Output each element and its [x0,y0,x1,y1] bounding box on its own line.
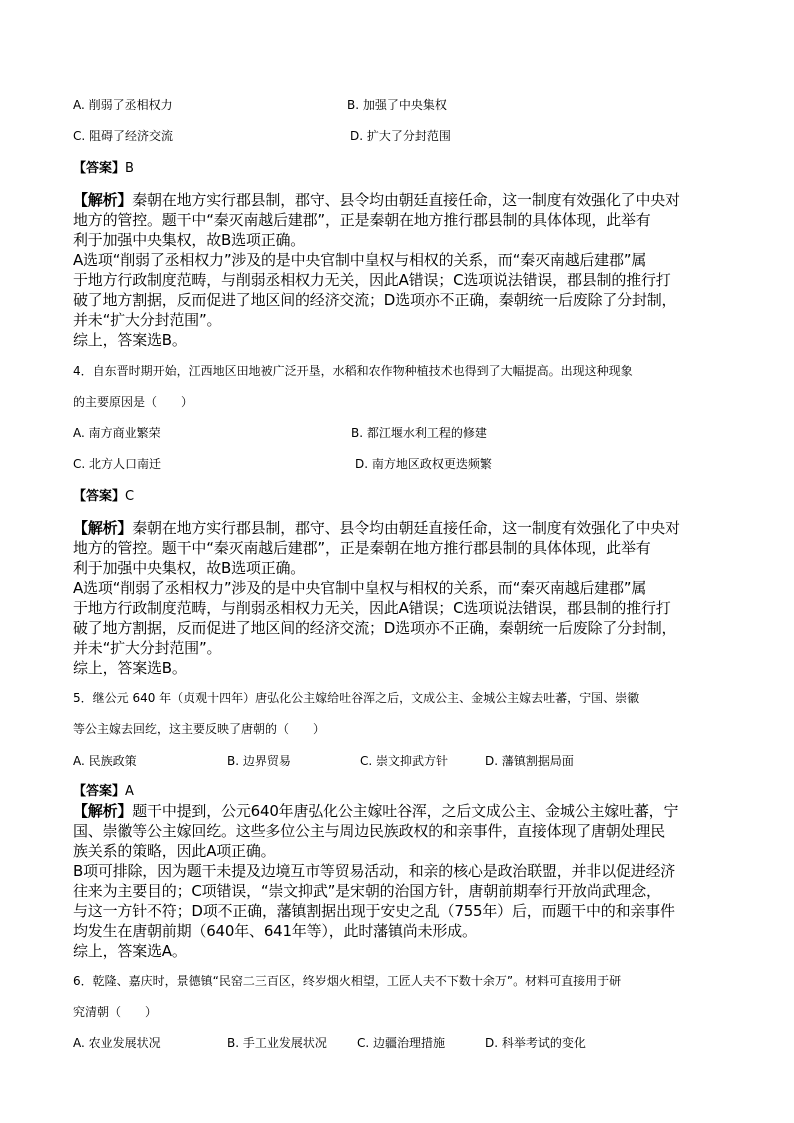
q3-answer: 【答案】B [73,161,134,176]
q6-option-d: D. 科举考试的变化 [485,1036,586,1050]
q5-answer: 【答案】A [73,784,134,799]
q4-stem-line-1: 4．自东晋时期开始，江西地区田地被广泛开垦，水稻和农作物种植技术也得到了大幅提高。出现这种现象 [73,364,633,378]
q4-answer: 【答案】C [73,489,135,504]
q3-option-c: C. 阻碍了经济交流 [73,129,174,143]
q6-stem-line-1: 6．乾隆、嘉庆时，景德镇“民窑二三百区，终岁烟火相望，工匠人夫不下数十余万”。材料可直接用于研 [73,974,622,988]
q4-option-a: A. 南方商业繁荣 [73,426,161,440]
q4-option-b: B. 都江堰水利工程的修建 [351,426,487,440]
q6-option-c: C. 边疆治理措施 [357,1036,446,1050]
q3-option-a: A. 削弱了丞相权力 [73,98,173,112]
q3-option-d: D. 扩大了分封范围 [350,129,451,143]
q5-option-d: D. 藩镇割据局面 [485,754,574,768]
q5-option-c: C. 崇文抑武方针 [360,754,449,768]
q6-stem-line-2: 究清朝（ ） [73,1005,158,1019]
q4-option-d: D. 南方地区政权更迭频繁 [355,457,492,471]
q5-stem-line-2: 等公主嫁去回纥，这主要反映了唐朝的（ ） [73,722,326,736]
q5-stem-line-1: 5．继公元 640 年（贞观十四年）唐弘化公主嫁给吐谷浑之后，文成公主、金城公主嫁去吐蕃，宁国、崇徽 [73,691,640,705]
q5-option-b: B. 边界贸易 [227,754,291,768]
q4-option-c: C. 北方人口南迁 [73,457,162,471]
q6-option-a: A. 农业发展状况 [73,1036,161,1050]
q3-option-b: B. 加强了中央集权 [347,98,447,112]
q4-stem-line-2: 的主要原因是（ ） [73,395,194,409]
q5-option-a: A. 民族政策 [73,754,137,768]
q6-option-b: B. 手工业发展状况 [227,1036,327,1050]
